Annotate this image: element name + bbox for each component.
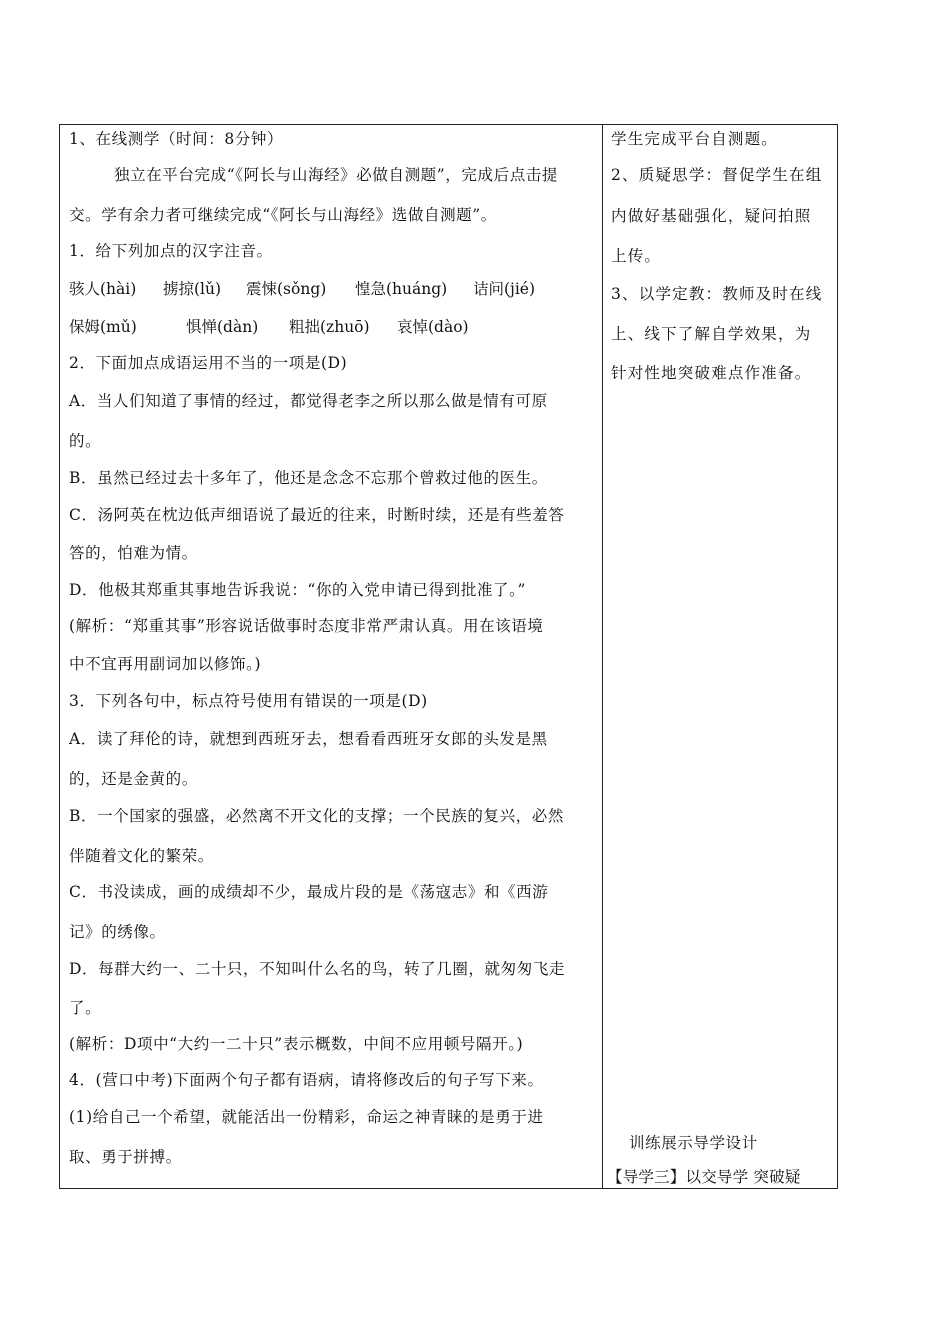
column-divider — [602, 125, 603, 1188]
paragraph-line: 交。学有余力者可继续完成“《阿长与山海经》选做自测题”。 — [69, 206, 497, 224]
question-2: 2．下面加点成语运用不当的一项是(D) — [69, 354, 348, 372]
pinyin-item: 掳掠(lǔ) — [163, 280, 222, 298]
pinyin-item: 保姆(mǔ) — [69, 318, 137, 336]
pinyin-item: 诘问(jié) — [473, 280, 536, 298]
option-line: C．书没读成，画的成绩却不少，最成片段的是《荡寇志》和《西游 — [69, 883, 549, 901]
note-line: 针对性地突破难点作准备。 — [611, 364, 812, 382]
answer-line: (1)给自己一个希望，就能活出一份精彩，命运之神青睐的是勇于进 — [69, 1108, 544, 1126]
question-1: 1．给下列加点的汉字注音。 — [69, 242, 273, 260]
option-line: 答的，怕难为情。 — [69, 544, 198, 562]
option-line: 伴随着文化的繁荣。 — [69, 847, 214, 865]
pinyin-row-1 — [69, 277, 599, 297]
note-line: 2、质疑思学：督促学生在组 — [611, 166, 823, 184]
option-line: B．一个国家的强盛，必然离不开文化的支撑；一个民族的复兴，必然 — [69, 807, 564, 825]
pinyin-item: 粗拙(zhuō) — [289, 318, 370, 336]
pinyin-item: 震悚(sǒng) — [246, 280, 327, 298]
note-line: 3、以学定教：教师及时在线 — [611, 285, 823, 303]
option-line: 的。 — [69, 432, 102, 450]
pinyin-item: 骇人(hài) — [69, 280, 137, 298]
note-line: 上传。 — [611, 247, 662, 265]
option-line: D．每群大约一、二十只，不知叫什么名的鸟，转了几圈，就匆匆飞走 — [69, 960, 566, 978]
left-column — [69, 125, 599, 1188]
option-line: A．读了拜伦的诗，就想到西班牙去，想看看西班牙女郎的头发是黑 — [69, 730, 548, 748]
option-line: 的，还是金黄的。 — [69, 770, 198, 788]
document-table — [59, 124, 838, 1189]
option-line: 了。 — [69, 999, 102, 1017]
right-column — [607, 125, 833, 1188]
option-line: B．虽然已经过去十多年了，他还是念念不忘那个曾救过他的医生。 — [69, 469, 548, 487]
pinyin-row-2 — [69, 315, 599, 335]
option-line: 记》的绣像。 — [69, 923, 166, 941]
explanation-line: (解析：D项中“大约一二十只”表示概数，中间不应用顿号隔开。) — [69, 1035, 524, 1053]
note-line: 上、线下了解自学效果，为 — [611, 325, 812, 343]
option-line: C．汤阿英在枕边低声细语说了最近的往来，时断时续，还是有些羞答 — [69, 506, 565, 524]
section-title: 1、在线测学（时间：8分钟） — [69, 130, 284, 148]
note-line: 内做好基础强化，疑问拍照 — [611, 207, 812, 225]
pinyin-item: 哀悼(dào) — [397, 318, 469, 336]
answer-line: 取、勇于拼搏。 — [69, 1148, 182, 1166]
option-line: D．他极其郑重其事地告诉我说：“你的入党申请已得到批准了。” — [69, 581, 527, 599]
design-heading: 训练展示导学设计 — [629, 1134, 758, 1152]
explanation-line: (解析：“郑重其事”形容说话做事时态度非常严肃认真。用在该语境 — [69, 617, 544, 635]
note-line: 学生完成平台自测题。 — [611, 130, 779, 148]
question-4: 4．(营口中考)下面两个句子都有语病，请将修改后的句子写下来。 — [69, 1071, 544, 1089]
guide-heading: 【导学三】以交导学 突破疑 — [607, 1168, 801, 1186]
explanation-line: 中不宜再用副词加以修饰。) — [69, 655, 262, 673]
pinyin-item: 惶急(huáng) — [355, 280, 448, 298]
question-3: 3．下列各句中，标点符号使用有错误的一项是(D) — [69, 692, 428, 710]
option-line: A．当人们知道了事情的经过，都觉得老李之所以那么做是情有可原 — [69, 392, 548, 410]
pinyin-item: 惧惮(dàn) — [186, 318, 259, 336]
paragraph-line: 独立在平台完成“《阿长与山海经》必做自测题”，完成后点击提 — [114, 166, 558, 184]
